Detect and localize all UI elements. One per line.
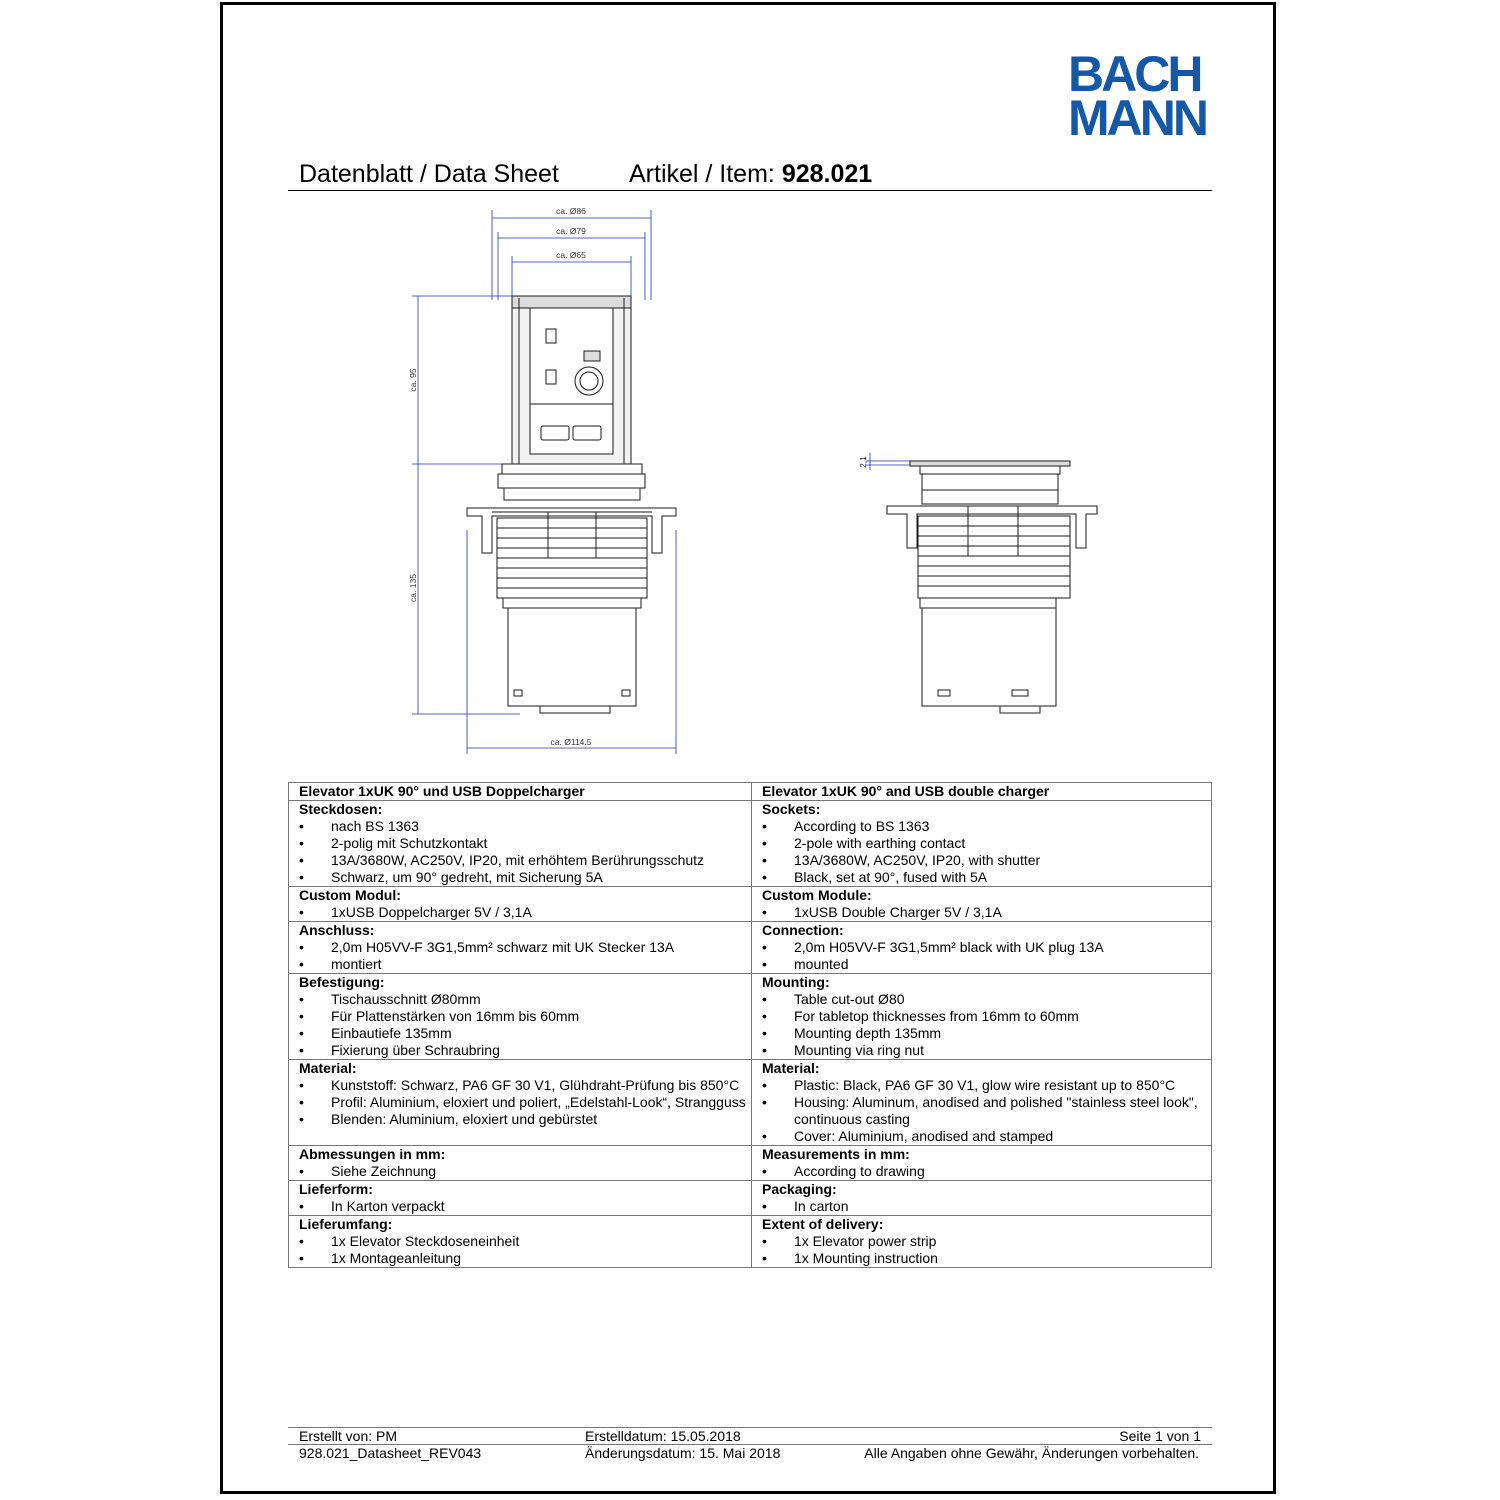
dim-t21: 2,1	[858, 456, 868, 468]
list-item: • 1x Montageanleitung	[299, 1250, 751, 1267]
spec-cell-de	[289, 922, 752, 974]
spec-cell-en	[752, 1060, 1212, 1146]
list-item: • 1xUSB Double Charger 5V / 3,1A	[762, 904, 1211, 921]
bullet-list	[299, 1163, 751, 1180]
bullet-list	[299, 1233, 751, 1267]
spec-cell-en	[752, 974, 1212, 1060]
bullet-list	[299, 1198, 751, 1215]
list-item: • In carton	[762, 1198, 1211, 1215]
spec-table	[288, 782, 1212, 1268]
list-item: • Einbautiefe 135mm	[299, 1025, 751, 1042]
list-item: • Mounting via ring nut	[762, 1042, 1211, 1059]
list-item: • According to BS 1363	[762, 818, 1211, 835]
dim-d86: ca. Ø86	[556, 206, 586, 216]
spec-cell-de	[289, 887, 752, 922]
section-heading: Mounting:	[762, 974, 830, 990]
list-item: • Housing: Aluminum, anodised and polished "stainless steel look", continuous casting	[762, 1094, 1211, 1128]
bullet-list	[299, 904, 751, 921]
bullet-list	[762, 818, 1211, 886]
footer-created-date: Erstelldatum: 15.05.2018	[585, 1428, 741, 1444]
dim-d79: ca. Ø79	[556, 226, 586, 236]
spec-cell-de	[289, 1060, 752, 1146]
spec-cell-en	[752, 1146, 1212, 1181]
item-number: 928.021	[781, 160, 873, 188]
thread-right	[918, 506, 1070, 598]
bullet-list	[762, 1198, 1211, 1215]
spec-cell-de	[289, 801, 752, 887]
section-heading: Connection:	[762, 922, 844, 938]
section-heading: Anschluss:	[299, 922, 375, 938]
section-heading: Befestigung:	[299, 974, 385, 990]
thread-left	[497, 512, 647, 598]
spec-cell-en	[752, 1216, 1212, 1268]
section-heading: Custom Modul:	[299, 887, 401, 903]
spec-row-sockets	[289, 801, 1212, 887]
section-heading: Extent of delivery:	[762, 1216, 884, 1232]
dimension-lines	[412, 210, 910, 754]
list-item: • 13A/3680W, AC250V, IP20, with shutter	[762, 852, 1211, 869]
list-item: • Für Plattenstärken von 16mm bis 60mm	[299, 1008, 751, 1025]
bullet-list	[762, 904, 1211, 921]
spec-cell-en	[752, 922, 1212, 974]
section-heading: Material:	[762, 1060, 820, 1076]
list-item: • 1x Mounting instruction	[762, 1250, 1211, 1267]
list-item: • montiert	[299, 956, 751, 973]
bullet-list	[299, 991, 751, 1059]
bullet-list	[762, 939, 1211, 973]
section-heading: Packaging:	[762, 1181, 837, 1197]
list-item: • Siehe Zeichnung	[299, 1163, 751, 1180]
bullet-list	[299, 939, 751, 973]
list-item: • 13A/3680W, AC250V, IP20, mit erhöhtem Berührungsschutz	[299, 852, 751, 869]
item-label: Artikel / Item:	[629, 160, 775, 188]
header-rule	[288, 190, 1212, 191]
list-item: • 2-polig mit Schutzkontakt	[299, 835, 751, 852]
footer-page-number: Seite 1 von 1	[1119, 1428, 1201, 1444]
footer-modified-date: Änderungsdatum: 15. Mai 2018	[585, 1445, 781, 1461]
list-item: • 2,0m H05VV-F 3G1,5mm² schwarz mit UK Stecker 13A	[299, 939, 751, 956]
list-item: • Fixierung über Schraubring	[299, 1042, 751, 1059]
footer-created-by: Erstellt von: PM	[299, 1428, 398, 1444]
bullet-list	[762, 1077, 1211, 1145]
list-item: • Black, set at 90°, fused with 5A	[762, 869, 1211, 886]
bachmann-logo	[1068, 46, 1208, 146]
item-heading	[629, 160, 872, 189]
spec-title-en: Elevator 1xUK 90° and USB double charger	[752, 783, 1212, 801]
list-item: • Profil: Aluminium, eloxiert und poliert, „Edelstahl-Look“, Strangguss	[299, 1094, 751, 1111]
list-item: • 1x Elevator power strip	[762, 1233, 1211, 1250]
spec-title-de: Elevator 1xUK 90° und USB Doppelcharger	[289, 783, 752, 801]
bullet-list	[762, 991, 1211, 1059]
bullet-list	[762, 1163, 1211, 1180]
list-item: • mounted	[762, 956, 1211, 973]
section-heading: Steckdosen:	[299, 801, 383, 817]
spec-cell-de	[289, 1181, 752, 1216]
section-heading: Abmessungen in mm:	[299, 1146, 446, 1162]
section-heading: Measurements in mm:	[762, 1146, 910, 1162]
logo-line-1: BACH	[1068, 46, 1201, 102]
spec-title-row	[289, 783, 1212, 801]
list-item: • 2,0m H05VV-F 3G1,5mm² black with UK plug 13A	[762, 939, 1211, 956]
list-item: • Schwarz, um 90° gedreht, mit Sicherung 5A	[299, 869, 751, 886]
spec-row-connection	[289, 922, 1212, 974]
spec-row-packaging	[289, 1181, 1212, 1216]
list-item: • nach BS 1363	[299, 818, 751, 835]
spec-row-measurements	[289, 1146, 1212, 1181]
bullet-list	[762, 1233, 1211, 1267]
technical-drawing	[400, 200, 1120, 760]
list-item: • According to drawing	[762, 1163, 1211, 1180]
spec-row-mounting	[289, 974, 1212, 1060]
list-item: • 2-pole with earthing contact	[762, 835, 1211, 852]
spec-row-custom-module	[289, 887, 1212, 922]
list-item: • Cover: Aluminium, anodised and stamped	[762, 1128, 1211, 1145]
dim-d114: ca. Ø114.5	[550, 737, 592, 747]
dim-d65: ca. Ø65	[556, 250, 586, 260]
front-view	[467, 296, 676, 713]
footer-filename: 928.021_Datasheet_REV043	[299, 1445, 482, 1461]
list-item: • For tabletop thicknesses from 16mm to 60mm	[762, 1008, 1211, 1025]
list-item: • Table cut-out Ø80	[762, 991, 1211, 1008]
section-heading: Sockets:	[762, 801, 821, 817]
footer-disclaimer: Alle Angaben ohne Gewähr, Änderungen vorbehalten.	[864, 1445, 1199, 1461]
section-heading: Lieferumfang:	[299, 1216, 393, 1232]
spec-cell-en	[752, 887, 1212, 922]
spec-cell-en	[752, 1181, 1212, 1216]
list-item: • Tischausschnitt Ø80mm	[299, 991, 751, 1008]
list-item: • Kunststoff: Schwarz, PA6 GF 30 V1, Glühdraht-Prüfung bis 850°C	[299, 1077, 751, 1094]
list-item: • 1x Elevator Steckdoseneinheit	[299, 1233, 751, 1250]
side-view	[887, 461, 1097, 713]
list-item: • Mounting depth 135mm	[762, 1025, 1211, 1042]
list-item: • In Karton verpackt	[299, 1198, 751, 1215]
dim-h95: ca. 95	[408, 368, 418, 392]
bullet-list	[299, 818, 751, 886]
section-heading: Material:	[299, 1060, 357, 1076]
list-item: • Blenden: Aluminium, eloxiert und gebürstet	[299, 1111, 751, 1128]
page-title: Datenblatt / Data Sheet	[299, 160, 559, 188]
logo-line-2: MANN	[1068, 90, 1206, 146]
section-heading: Custom Module:	[762, 887, 872, 903]
list-item: • 1xUSB Doppelcharger 5V / 3,1A	[299, 904, 751, 921]
section-heading: Lieferform:	[299, 1181, 373, 1197]
spec-cell-de	[289, 974, 752, 1060]
spec-cell-de	[289, 1216, 752, 1268]
spec-row-delivery	[289, 1216, 1212, 1268]
spec-cell-en	[752, 801, 1212, 887]
list-item: • Plastic: Black, PA6 GF 30 V1, glow wire resistant up to 850°C	[762, 1077, 1211, 1094]
footer-rule-top	[288, 1427, 1212, 1428]
dim-h135: ca. 135	[408, 574, 418, 602]
spec-row-material	[289, 1060, 1212, 1146]
spec-cell-de	[289, 1146, 752, 1181]
bullet-list	[299, 1077, 751, 1128]
